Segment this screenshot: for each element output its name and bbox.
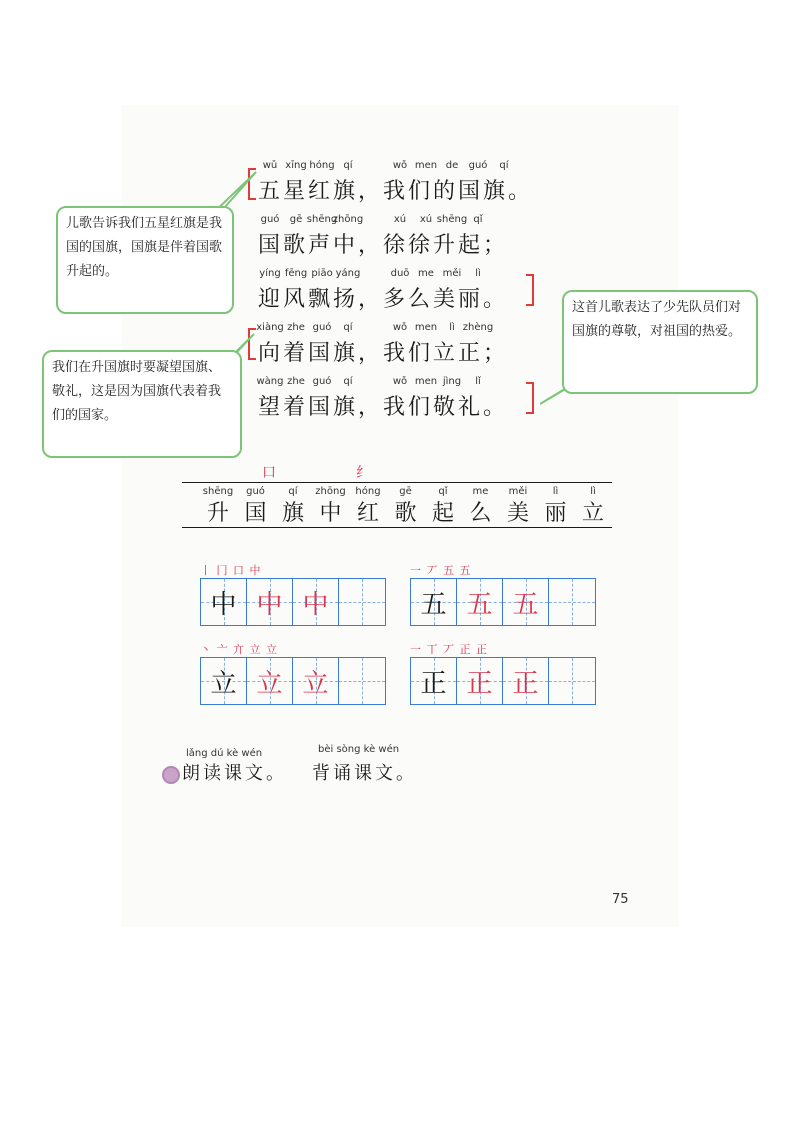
vocab-pinyin: gē bbox=[399, 486, 412, 497]
stroke-order: 丶 亠 亣 立 立 bbox=[200, 643, 278, 656]
poem-pinyin: měi bbox=[442, 268, 462, 279]
practice-char: 中 bbox=[302, 589, 329, 620]
poem-pinyin: xú bbox=[393, 214, 407, 225]
poem-text: 国歌声中，徐徐升起； bbox=[258, 233, 509, 258]
vocab-pinyin: zhōng bbox=[315, 486, 346, 497]
grid-cell-blank[interactable] bbox=[549, 579, 595, 625]
grid-cell-example bbox=[503, 579, 549, 625]
practice-char: 立 bbox=[302, 668, 329, 699]
grid-cell-example bbox=[247, 658, 293, 704]
bracket-right-2 bbox=[526, 382, 534, 414]
vocab-pinyin: lì bbox=[590, 486, 596, 497]
vocab-char: 中 bbox=[319, 501, 342, 526]
poem-pinyin: zhe bbox=[287, 322, 305, 333]
poem-pinyin: guó bbox=[312, 376, 332, 387]
radical-title-si: 纟 bbox=[356, 465, 370, 481]
poem-pinyin: qí bbox=[499, 160, 509, 171]
note-bubble-right: 这首儿歌表达了少先队员们对国旗的尊敬，对祖国的热爱。 bbox=[562, 290, 758, 394]
poem-pinyin: qí bbox=[343, 376, 353, 387]
vocab-char: 国 bbox=[244, 501, 267, 526]
poem-pinyin: shēng bbox=[436, 214, 468, 225]
poem-pinyin: hóng bbox=[309, 160, 335, 171]
vocab-char: 么 bbox=[469, 501, 492, 526]
poem-pinyin: qí bbox=[343, 322, 353, 333]
vocab-pinyin: qǐ bbox=[438, 486, 448, 497]
grid-cell-example bbox=[411, 658, 457, 704]
poem-pinyin: zhe bbox=[287, 376, 305, 387]
stroke-order: 一 丅 丆 正 正 bbox=[410, 643, 488, 656]
practice-char: 中 bbox=[256, 589, 283, 620]
poem-pinyin: guó bbox=[312, 322, 332, 333]
vocab-pinyin: měi bbox=[508, 486, 528, 497]
poem-text: 五星红旗，我们的国旗。 bbox=[258, 179, 534, 204]
practice-char: 五 bbox=[512, 589, 539, 620]
poem-pinyin: men bbox=[414, 376, 438, 387]
grid-cell-blank[interactable] bbox=[549, 658, 595, 704]
vocab-char: 立 bbox=[581, 501, 605, 526]
poem-pinyin: lǐ bbox=[475, 376, 481, 387]
practice-char: 正 bbox=[512, 668, 539, 699]
poem-pinyin: gē bbox=[289, 214, 303, 225]
poem-pinyin: men bbox=[414, 322, 438, 333]
poem-pinyin: men bbox=[414, 160, 438, 171]
vocab-rule-bottom bbox=[182, 527, 612, 528]
task-read bbox=[182, 748, 287, 785]
grid-cell-example bbox=[457, 579, 503, 625]
poem-pinyin: xú bbox=[419, 214, 433, 225]
note-bubble-left-top: 儿歌告诉我们五星红旗是我国的国旗，国旗是伴着国歌升起的。 bbox=[56, 206, 234, 314]
grid-cell-example bbox=[411, 579, 457, 625]
poem-line-4 bbox=[258, 322, 578, 374]
practice-char: 立 bbox=[210, 668, 237, 699]
poem-pinyin: qí bbox=[343, 160, 353, 171]
poem-pinyin: wǔ bbox=[262, 160, 278, 171]
grid-cell-example bbox=[293, 579, 339, 625]
vocab-pinyin: qí bbox=[288, 486, 298, 497]
practice-char: 五 bbox=[420, 589, 447, 620]
radical-title-kou: 口 bbox=[262, 465, 276, 481]
vocab-char: 红 bbox=[356, 501, 380, 526]
task-read-text: 朗读课文。 bbox=[182, 763, 287, 784]
poem-pinyin: guó bbox=[260, 214, 280, 225]
poem-pinyin: wǒ bbox=[392, 160, 408, 171]
poem-pinyin: jìng bbox=[442, 376, 462, 387]
poem-line-2 bbox=[258, 214, 578, 266]
poem-pinyin: wàng bbox=[256, 376, 284, 387]
vocab-pinyin: shēng bbox=[202, 486, 234, 497]
poem-text: 迎风飘扬，多么美丽。 bbox=[258, 287, 509, 312]
vocab-char: 升 bbox=[206, 501, 230, 526]
poem-pinyin: xīng bbox=[285, 160, 307, 171]
poem-text: 向着国旗，我们立正； bbox=[258, 341, 509, 366]
poem-pinyin: lì bbox=[475, 268, 481, 279]
stroke-order: 丨 冂 口 中 bbox=[200, 564, 262, 577]
poem-pinyin: zhōng bbox=[332, 214, 364, 225]
task-read-pinyin: lǎng dú kè wén bbox=[186, 748, 263, 759]
practice-char: 中 bbox=[210, 589, 237, 620]
grid-cell-blank[interactable] bbox=[339, 658, 385, 704]
poem-pinyin: xiàng bbox=[256, 322, 284, 333]
poem-pinyin: duō bbox=[390, 268, 410, 279]
vocab-char: 美 bbox=[506, 501, 530, 526]
poem-pinyin: fēng bbox=[284, 268, 308, 279]
vocab-char: 旗 bbox=[281, 501, 305, 526]
grid-cell-example bbox=[247, 579, 293, 625]
poem-pinyin: de bbox=[445, 160, 459, 171]
practice-char: 立 bbox=[256, 668, 283, 699]
practice-char: 正 bbox=[420, 668, 447, 699]
vocab-char: 歌 bbox=[394, 501, 417, 526]
recite-icon bbox=[162, 766, 180, 784]
task-recite-pinyin: bèi sòng kè wén bbox=[318, 744, 400, 755]
poem-line-1 bbox=[258, 160, 578, 212]
note-bubble-left-bottom: 我们在升国旗时要凝望国旗、敬礼，这是因为国旗代表着我们的国家。 bbox=[42, 350, 242, 458]
poem-pinyin: shēng bbox=[306, 214, 338, 225]
poem-pinyin: wǒ bbox=[392, 322, 408, 333]
poem-pinyin: qǐ bbox=[473, 214, 483, 225]
stroke-order: 一 丆 五 五 bbox=[410, 564, 472, 577]
practice-char: 五 bbox=[466, 589, 493, 620]
writing-grid-2 bbox=[410, 578, 596, 626]
bracket-right-1 bbox=[526, 274, 534, 306]
grid-cell-example bbox=[503, 658, 549, 704]
grid-cell-blank[interactable] bbox=[339, 579, 385, 625]
poem-pinyin: wǒ bbox=[392, 376, 408, 387]
grid-cell-example bbox=[201, 579, 247, 625]
vocab-pinyin: lì bbox=[552, 486, 559, 497]
vocab-char: 丽 bbox=[544, 501, 567, 526]
poem-pinyin: me bbox=[418, 268, 434, 279]
poem-text: 望着国旗，我们敬礼。 bbox=[258, 395, 509, 420]
poem-pinyin: piāo bbox=[311, 268, 333, 279]
poem-pinyin: lì bbox=[449, 322, 455, 333]
practice-char: 正 bbox=[466, 668, 493, 699]
vocab-rule-top bbox=[182, 482, 612, 483]
vocab-char: 起 bbox=[431, 501, 455, 526]
writing-grid-3 bbox=[200, 657, 386, 705]
page-number: 75 bbox=[612, 892, 629, 907]
poem-pinyin: guó bbox=[468, 160, 488, 171]
writing-grid-1 bbox=[200, 578, 386, 626]
grid-cell-example bbox=[293, 658, 339, 704]
poem-pinyin: zhèng bbox=[462, 322, 494, 333]
task-recite-text: 背诵课文。 bbox=[312, 763, 417, 784]
poem-pinyin: yíng bbox=[259, 268, 281, 279]
writing-grid-4 bbox=[410, 657, 596, 705]
poem-pinyin: yáng bbox=[335, 268, 361, 279]
vocab-pinyin: hóng bbox=[355, 486, 381, 497]
task-recite bbox=[312, 744, 417, 785]
grid-cell-example bbox=[457, 658, 503, 704]
vocab-pinyin: guó bbox=[246, 486, 265, 497]
grid-cell-example bbox=[201, 658, 247, 704]
vocab-pinyin: me bbox=[472, 486, 489, 497]
